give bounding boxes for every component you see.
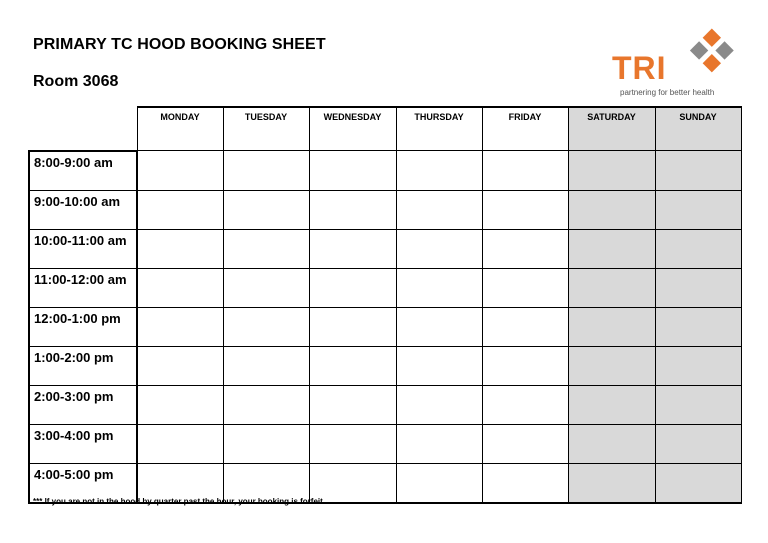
day-header-friday: FRIDAY <box>482 107 568 151</box>
booking-cell-saturday[interactable] <box>568 151 655 191</box>
booking-cell-wednesday[interactable] <box>309 346 396 385</box>
booking-cell-thursday[interactable] <box>396 151 482 191</box>
booking-cell-tuesday[interactable] <box>223 307 309 346</box>
booking-cell-saturday[interactable] <box>568 424 655 463</box>
booking-cell-thursday[interactable] <box>396 229 482 268</box>
booking-cell-friday[interactable] <box>482 463 568 503</box>
logo-mark-square <box>690 41 708 59</box>
booking-cell-thursday[interactable] <box>396 424 482 463</box>
table-row <box>29 268 741 307</box>
forfeit-note: *** If you are not in the hood by quarter past the hour, your booking is forfeit. <box>33 497 326 506</box>
booking-cell-wednesday[interactable] <box>309 190 396 229</box>
logo-mark-square <box>703 54 721 72</box>
logo-mark-square <box>703 29 721 47</box>
logo-wordmark: TRI <box>612 50 667 86</box>
booking-cell-sunday[interactable] <box>655 229 741 268</box>
booking-cell-wednesday[interactable] <box>309 385 396 424</box>
day-header-thursday: THURSDAY <box>396 107 482 151</box>
booking-cell-saturday[interactable] <box>568 346 655 385</box>
time-slot-label: 1:00-2:00 pm <box>29 346 137 385</box>
time-slot-label: 8:00-9:00 am <box>29 151 137 191</box>
day-header-tuesday: TUESDAY <box>223 107 309 151</box>
table-row <box>29 151 741 191</box>
table-row <box>29 385 741 424</box>
time-slot-label: 12:00-1:00 pm <box>29 307 137 346</box>
booking-cell-monday[interactable] <box>137 385 223 424</box>
booking-cell-friday[interactable] <box>482 229 568 268</box>
booking-table <box>28 106 742 504</box>
logo-mark-square <box>715 41 733 59</box>
booking-cell-sunday[interactable] <box>655 307 741 346</box>
time-slot-label: 2:00-3:00 pm <box>29 385 137 424</box>
header-corner <box>29 107 137 151</box>
booking-cell-thursday[interactable] <box>396 346 482 385</box>
booking-cell-sunday[interactable] <box>655 424 741 463</box>
day-header-row <box>29 107 741 151</box>
booking-cell-tuesday[interactable] <box>223 385 309 424</box>
booking-cell-sunday[interactable] <box>655 190 741 229</box>
booking-cell-friday[interactable] <box>482 385 568 424</box>
booking-cell-saturday[interactable] <box>568 463 655 503</box>
booking-cell-monday[interactable] <box>137 424 223 463</box>
booking-cell-wednesday[interactable] <box>309 229 396 268</box>
booking-cell-saturday[interactable] <box>568 229 655 268</box>
booking-cell-monday[interactable] <box>137 190 223 229</box>
booking-cell-thursday[interactable] <box>396 385 482 424</box>
table-row <box>29 424 741 463</box>
booking-cell-sunday[interactable] <box>655 268 741 307</box>
booking-cell-friday[interactable] <box>482 307 568 346</box>
page-title: PRIMARY TC HOOD BOOKING SHEET <box>33 36 326 53</box>
booking-cell-sunday[interactable] <box>655 151 741 191</box>
day-header-sunday: SUNDAY <box>655 107 741 151</box>
time-slot-label: 9:00-10:00 am <box>29 190 137 229</box>
table-row <box>29 346 741 385</box>
time-slot-label: 3:00-4:00 pm <box>29 424 137 463</box>
booking-cell-sunday[interactable] <box>655 463 741 503</box>
booking-slots <box>29 151 741 503</box>
booking-cell-wednesday[interactable] <box>309 424 396 463</box>
day-header-wednesday: WEDNESDAY <box>309 107 396 151</box>
booking-cell-sunday[interactable] <box>655 385 741 424</box>
booking-cell-wednesday[interactable] <box>309 151 396 191</box>
booking-cell-monday[interactable] <box>137 229 223 268</box>
booking-cell-saturday[interactable] <box>568 307 655 346</box>
booking-cell-friday[interactable] <box>482 346 568 385</box>
day-header-monday: MONDAY <box>137 107 223 151</box>
booking-cell-thursday[interactable] <box>396 190 482 229</box>
tri-logo <box>612 26 742 100</box>
booking-cell-thursday[interactable] <box>396 463 482 503</box>
booking-cell-tuesday[interactable] <box>223 229 309 268</box>
booking-cell-monday[interactable] <box>137 307 223 346</box>
logo-tagline: partnering for better health <box>620 88 715 97</box>
booking-cell-saturday[interactable] <box>568 268 655 307</box>
booking-cell-saturday[interactable] <box>568 190 655 229</box>
logo-mark-icon <box>678 26 740 82</box>
booking-cell-tuesday[interactable] <box>223 346 309 385</box>
booking-cell-friday[interactable] <box>482 424 568 463</box>
booking-cell-tuesday[interactable] <box>223 190 309 229</box>
booking-cell-monday[interactable] <box>137 151 223 191</box>
booking-cell-tuesday[interactable] <box>223 151 309 191</box>
time-slot-label: 4:00-5:00 pm <box>29 463 137 503</box>
room-label: Room 3068 <box>33 73 119 90</box>
table-row <box>29 190 741 229</box>
booking-cell-monday[interactable] <box>137 268 223 307</box>
booking-cell-tuesday[interactable] <box>223 268 309 307</box>
booking-cell-friday[interactable] <box>482 268 568 307</box>
booking-cell-thursday[interactable] <box>396 307 482 346</box>
booking-cell-wednesday[interactable] <box>309 268 396 307</box>
table-row <box>29 307 741 346</box>
booking-cell-saturday[interactable] <box>568 385 655 424</box>
time-slot-label: 11:00-12:00 am <box>29 268 137 307</box>
booking-cell-friday[interactable] <box>482 151 568 191</box>
day-header-saturday: SATURDAY <box>568 107 655 151</box>
booking-cell-friday[interactable] <box>482 190 568 229</box>
booking-cell-wednesday[interactable] <box>309 307 396 346</box>
table-row <box>29 229 741 268</box>
booking-cell-tuesday[interactable] <box>223 424 309 463</box>
booking-cell-thursday[interactable] <box>396 268 482 307</box>
booking-cell-monday[interactable] <box>137 346 223 385</box>
time-slot-label: 10:00-11:00 am <box>29 229 137 268</box>
booking-cell-sunday[interactable] <box>655 346 741 385</box>
